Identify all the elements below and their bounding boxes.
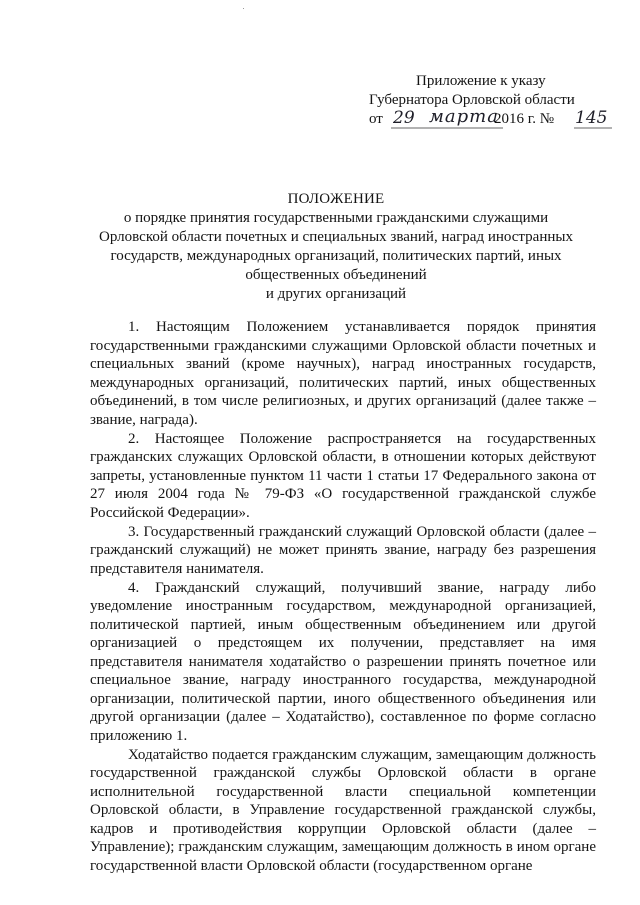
title-line-5: и других организаций (265, 286, 407, 302)
title-line-3: государств, международных организаций, политических партий, иных (110, 248, 562, 264)
title-line-4: общественных объединений (245, 267, 427, 283)
date-from-label: от (369, 111, 383, 127)
scan-speck (243, 8, 244, 9)
appendix-line-2: Губернатора Орловской области (369, 92, 575, 108)
appendix-line-1: Приложение к указу (416, 73, 546, 89)
paragraph-3: 3. Государственный гражданский служащий Орловской области (далее – гражданский служащий) не может принять звание, награду без разрешения представителя нанимателя. (90, 523, 596, 577)
document-title (90, 190, 582, 304)
handwritten-number (574, 106, 618, 132)
paragraph-2: 2. Настоящее Положение распространяется на государственных гражданских служащих Орловской области, в отношении которых действуют запреты, установленные пунктом 11 части 1 статьи 17 Федерального закона от 27 июля 2004 года № 79-ФЗ «О государственной гражданской службе Российской Федерации». (90, 430, 596, 521)
title-heading: ПОЛОЖЕНИЕ (287, 191, 385, 207)
document-body (90, 318, 596, 875)
title-line-1: о порядке принятия государственными гражданскими служащими (123, 210, 549, 226)
appendix-date-line (369, 106, 609, 129)
handwritten-number-text: 145 (575, 108, 608, 128)
appendix-header (369, 72, 609, 129)
paragraph-1: 1. Настоящим Положением устанавливается порядок принятия государственными гражданскими служащими Орловской области почетных и специальных званий (кроме научных), наград иностранных государств, международных организаций, политических партий, иных общественных объединений, в том числе религиозных, и других организаций (далее также – звание, награда). (90, 319, 596, 428)
handwritten-day: 29 (393, 108, 415, 128)
paragraph-4: 4. Гражданский служащий, получивший звание, награду либо уведомление иностранным государством, международной организацией, политической партией, иным общественным объединением или другой организацией о предстоящем их получении, представляет на имя представителя нанимателя ходатайство о разрешении принять почетное или специальное звание, награду иностранного государства, международной организации, политической партии, иного общественного объединения или другой организации (далее – Ходатайство), составленное по форме согласно приложению 1. (90, 579, 596, 744)
title-line-2: Орловской области почетных и специальных званий, наград иностранных (99, 229, 573, 245)
handwritten-month: марта (429, 106, 499, 127)
date-year-suffix: 2016 г. № (494, 111, 555, 127)
paragraph-5: Ходатайство подается гражданским служащим, замещающим должность государственной гражданской службы Орловской области в органе исполнительной государственной власти специальной компетенции Орловской области, в Управление государственной гражданской службы, кадров и противодействия коррупции Орловской области (далее – Управление); гражданским служащим, замещающим должность в ином органе государственной власти Орловской области (государственном органе (90, 746, 596, 874)
